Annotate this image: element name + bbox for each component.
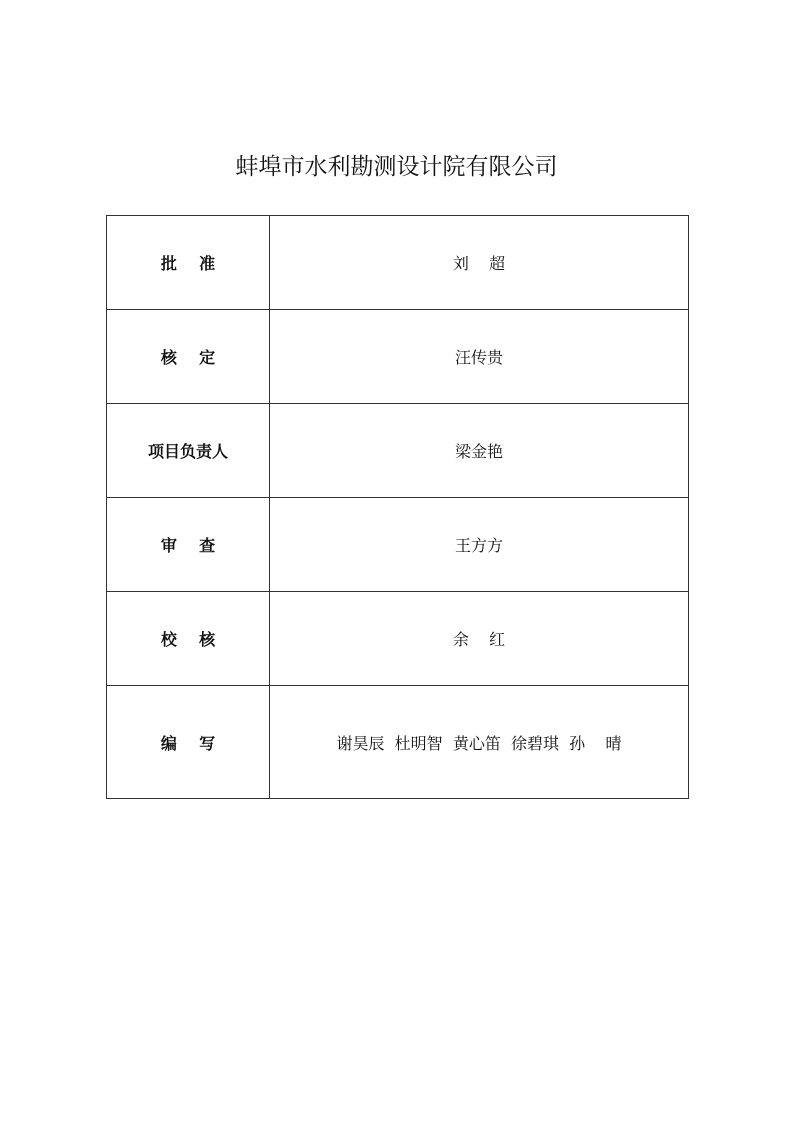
table-row-check [107,592,689,686]
person-name: 梁金艳 [270,404,689,498]
table-row-verify [107,310,689,404]
role-label: 审 查 [107,498,270,592]
signoff-table [106,215,689,799]
person-name: 刘 超 [270,216,689,310]
table-row-author [107,686,689,799]
role-label: 校 核 [107,592,270,686]
role-label: 项目负责人 [107,404,270,498]
person-name: 王方方 [270,498,689,592]
person-name: 余 红 [270,592,689,686]
page-title: 蚌埠市水利勘测设计院有限公司 [235,154,558,180]
table-row-project-lead [107,404,689,498]
role-label: 核 定 [107,310,270,404]
table-row-review [107,498,689,592]
role-label: 批 准 [107,216,270,310]
role-label: 编 写 [107,686,270,799]
person-name: 汪传贵 [270,310,689,404]
person-names: 谢昊辰 杜明智 黄心笛 徐碧琪 孙 晴 [270,686,689,799]
table-row-approve [107,216,689,310]
